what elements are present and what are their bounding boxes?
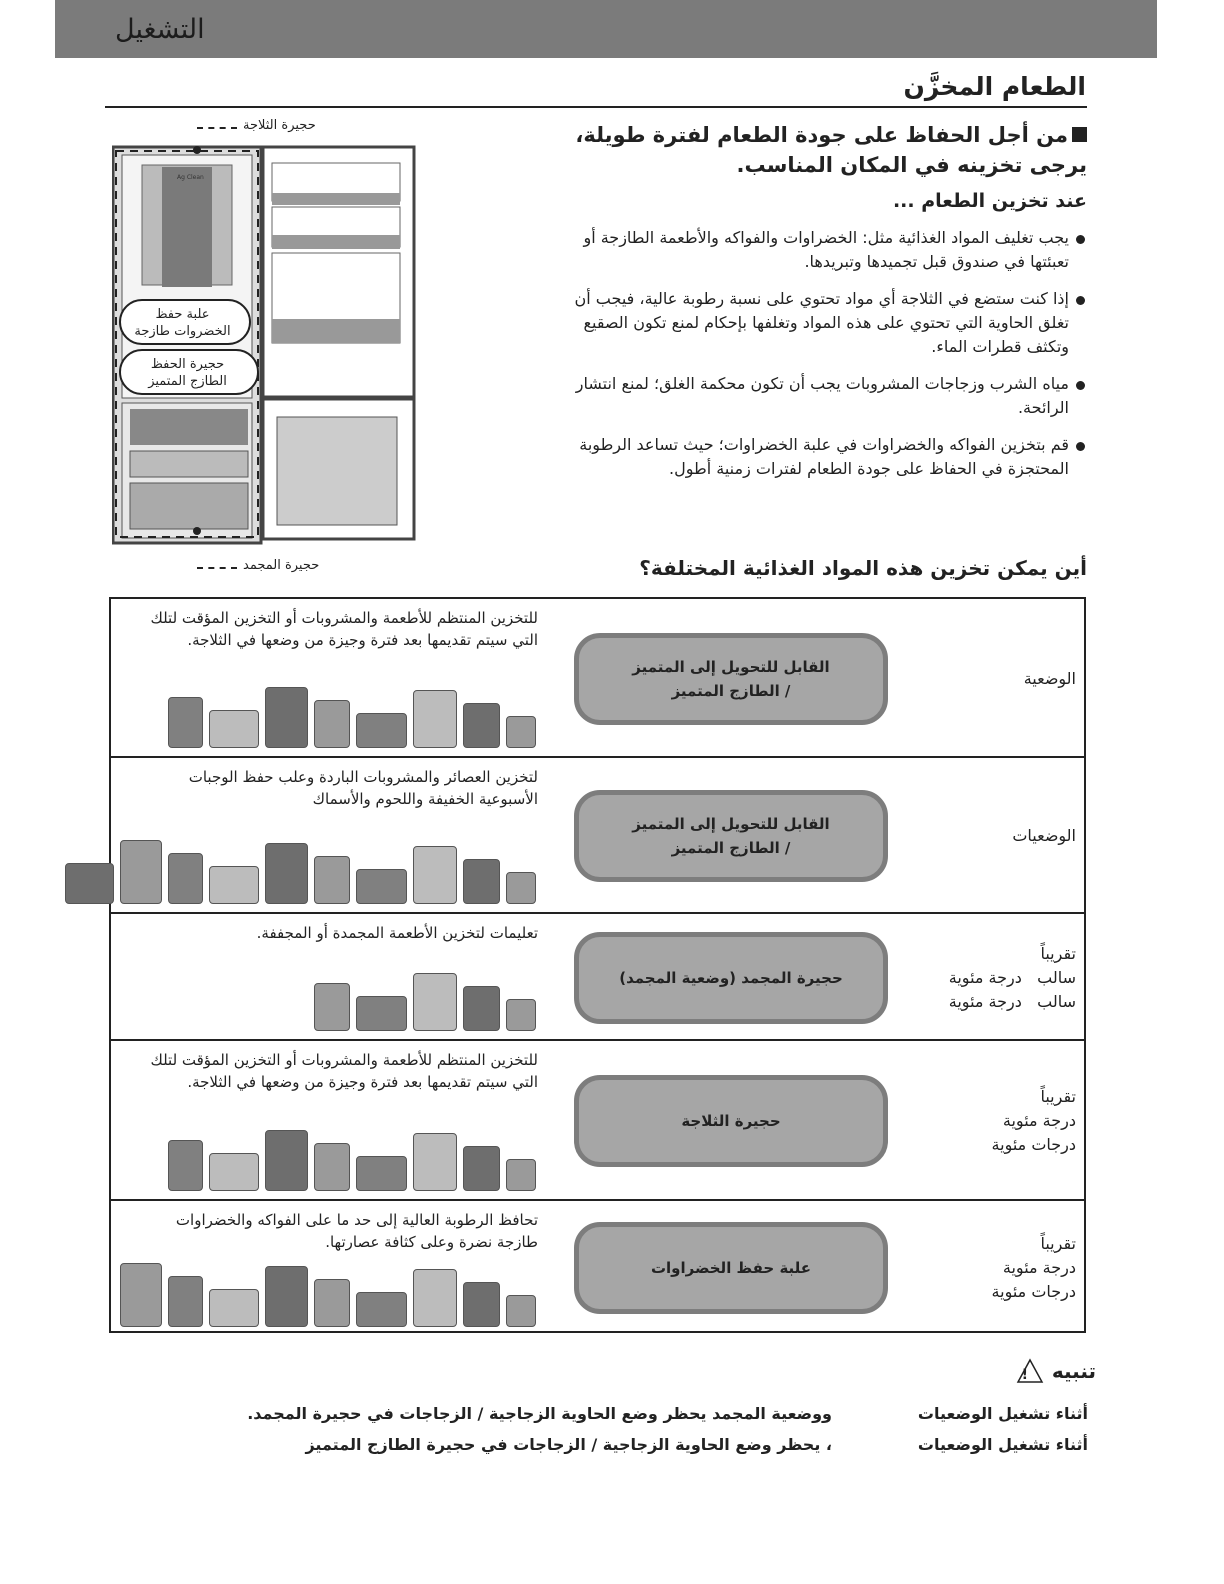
food-item-icon	[463, 703, 500, 748]
bullet-item: إذا كنت ستضع في الثلاجة أي مواد تحتوي على نسبة رطوبة عالية، فيجب أن تغلق الحاوية التي تحتوي على هذه المواد وتغلفها بإحكام لمنع تكون الصقيع وتكثف قطرات الماء.	[547, 287, 1087, 359]
food-item-icon	[168, 1276, 203, 1327]
square-bullet-icon	[1072, 127, 1087, 142]
compartment-name: حجيرة الثلاجة	[681, 1112, 781, 1130]
label-line: درجات مئوية	[991, 1135, 1076, 1154]
temperature-label	[992, 1085, 1076, 1157]
table-row	[111, 758, 1084, 914]
compartment-pill	[574, 790, 888, 882]
svg-text:Ag Clean: Ag Clean	[177, 174, 204, 181]
food-item-icon	[209, 1289, 259, 1327]
freezer-compartment-label: حجيرة المجمد	[243, 558, 320, 573]
compartment-pill	[574, 1075, 888, 1167]
food-item-icon	[506, 999, 536, 1031]
veg-box-label: علبة حفظ الخضروات طازجة	[134, 307, 231, 339]
compartment-name: القابل للتحويل إلى المتميز	[632, 657, 830, 676]
food-item-icon	[356, 713, 407, 748]
svg-text:!: !	[1021, 1367, 1028, 1383]
food-item-icon	[356, 869, 407, 904]
bullet-item: يجب تغليف المواد الغذائية مثل: الخضراوات والفواكه والأطعمة الطازجة أو تعبئتها في صندوق قبل تجميدها وتبريدها.	[547, 226, 1087, 274]
food-item-icon	[314, 983, 350, 1031]
temperature-label	[992, 1232, 1076, 1304]
caution-heading	[1016, 1358, 1096, 1384]
food-item-icon	[413, 973, 457, 1031]
food-item-icon	[356, 996, 407, 1031]
label-line: درجات مئوية	[991, 1282, 1076, 1301]
food-item-icon	[506, 1295, 536, 1327]
compartment-pill	[574, 1222, 888, 1314]
table-row	[111, 1201, 1084, 1335]
row-description: للتخزين المنتظم للأطعمة والمشروبات أو التخزين المؤقت لتلك التي سيتم تقديمها بعد فترة وجيزة من وضعها في الثلاجة.	[150, 609, 538, 649]
chapter-title: التشغيل	[115, 14, 205, 45]
bullet-list	[547, 226, 1087, 494]
compartment-pill	[574, 932, 888, 1024]
bullet-item: مياه الشرب وزجاجات المشروبات يجب أن تكون محكمة الغلق؛ لمنع انتشار الرائحة.	[547, 372, 1087, 420]
fresh-zone-label: حجيرة الحفظ الطازج المتميز	[148, 357, 227, 389]
food-item-icon	[209, 866, 259, 904]
temperature-label	[1012, 824, 1076, 848]
bullet-item: قم بتخزين الفواكه والخضراوات في علبة الخضراوات؛ حيث تساعد الرطوبة المحتجزة في الحفاظ على جودة الطعام لفترات زمنية أطول.	[547, 433, 1087, 481]
food-item-icon	[168, 1140, 203, 1191]
temperature-label	[1024, 667, 1076, 691]
food-item-icon	[356, 1292, 407, 1327]
caution-title: تنبيه	[1051, 1359, 1096, 1383]
food-item-icon	[413, 1133, 457, 1191]
row-description: تعليمات لتخزين الأطعمة المجمدة أو المجففة.	[256, 924, 538, 942]
food-item-icon	[463, 1282, 500, 1327]
food-illustrations	[314, 973, 536, 1031]
compartment-name: علبة حفظ الخضراوات	[650, 1259, 812, 1277]
food-item-icon	[168, 853, 203, 904]
food-item-icon	[65, 863, 114, 904]
label-line: سالب درجة مئوية	[948, 991, 1076, 1011]
leader-line	[197, 567, 237, 569]
row-description: لتخزين العصائر والمشروبات الباردة وعلب حفظ الوجبات الأسبوعية الخفيفة واللحوم والأسماك	[188, 768, 538, 808]
food-illustrations	[168, 687, 536, 748]
food-item-icon	[265, 1266, 308, 1327]
compartment-name: القابل للتحويل إلى المتميز	[632, 815, 830, 833]
food-illustrations	[168, 1130, 536, 1191]
compartment-name: / الطازج المتميز	[671, 681, 791, 700]
food-item-icon	[413, 846, 457, 904]
label-line: تقريباً	[1040, 943, 1076, 963]
storage-question: أين يمكن تخزين هذه المواد الغذائية المختلفة؟	[639, 556, 1087, 580]
refrigerator-diagram	[112, 145, 416, 547]
row-description: للتخزين المنتظم للأطعمة والمشروبات أو التخزين المؤقت لتلك التي سيتم تقديمها بعد فترة وجيزة من وضعها في الثلاجة.	[150, 1051, 538, 1091]
row-description: تحافظ الرطوبة العالية إلى حد ما على الفواكه والخضراوات طازجة نضرة وعلى كثافة عصارتها.	[175, 1211, 538, 1251]
food-item-icon	[463, 859, 500, 904]
label-line: سالب درجة مئوية	[948, 967, 1076, 987]
intro-text	[547, 120, 1087, 180]
fridge-compartment-label: حجيرة الثلاجة	[243, 118, 316, 133]
food-item-icon	[314, 856, 350, 904]
chapter-header-bar	[55, 0, 1157, 58]
food-item-icon	[314, 1143, 350, 1191]
food-item-icon	[506, 1159, 536, 1191]
food-item-icon	[265, 687, 308, 748]
caution-line-1-text: ووضعية المجمد يحظر وضع الحاوية الزجاجية / الزجاجات في حجيرة المجمد.	[247, 1404, 832, 1423]
food-item-icon	[413, 690, 457, 748]
intro-line-1: من أجل الحفاظ على جودة الطعام لفترة طويلة،	[575, 123, 1068, 147]
food-item-icon	[314, 700, 350, 748]
intro-line-2: يرجى تخزينه في المكان المناسب.	[736, 153, 1087, 177]
food-illustrations	[65, 840, 536, 904]
table-row	[111, 914, 1084, 1041]
compartment-pill	[574, 633, 888, 725]
label-line: الوضعيات	[1012, 826, 1076, 845]
compartment-name: حجيرة المجمد (وضعية المجمد)	[619, 968, 843, 987]
food-item-icon	[209, 710, 259, 748]
storage-table	[109, 597, 1086, 1333]
warning-triangle-icon	[1016, 1358, 1044, 1384]
food-item-icon	[265, 843, 308, 904]
leader-line	[197, 127, 237, 129]
label-line: درجة مئوية	[1002, 1258, 1076, 1277]
food-item-icon	[506, 872, 536, 904]
section-title: الطعام المخزَّن	[903, 72, 1086, 101]
food-illustrations	[120, 1263, 536, 1327]
label-line: درجة مئوية	[1002, 1111, 1076, 1130]
food-item-icon	[168, 697, 203, 748]
food-item-icon	[463, 1146, 500, 1191]
compartment-name: / الطازج المتميز	[671, 839, 791, 857]
caution-line-2-text: ، يحظر وضع الحاوية الزجاجية / الزجاجات في حجيرة الطازج المتميز	[305, 1435, 832, 1454]
food-item-icon	[506, 716, 536, 748]
temperature-label	[949, 942, 1076, 1014]
label-line: تقريباً	[1040, 1234, 1076, 1253]
table-row	[111, 599, 1084, 758]
food-item-icon	[356, 1156, 407, 1191]
label-line: الوضعية	[1023, 668, 1076, 688]
food-item-icon	[265, 1130, 308, 1191]
table-row	[111, 1041, 1084, 1201]
food-item-icon	[413, 1269, 457, 1327]
label-line: تقريباً	[1040, 1087, 1076, 1106]
food-item-icon	[209, 1153, 259, 1191]
food-item-icon	[120, 840, 162, 904]
title-divider	[105, 106, 1087, 108]
food-item-icon	[120, 1263, 162, 1327]
caution-line-2-label: أثناء تشغيل الوضعيات	[917, 1435, 1088, 1454]
food-item-icon	[314, 1279, 350, 1327]
caution-line-1-label: أثناء تشغيل الوضعيات	[917, 1404, 1088, 1423]
subheading: عند تخزين الطعام ...	[892, 190, 1087, 212]
food-item-icon	[463, 986, 500, 1031]
